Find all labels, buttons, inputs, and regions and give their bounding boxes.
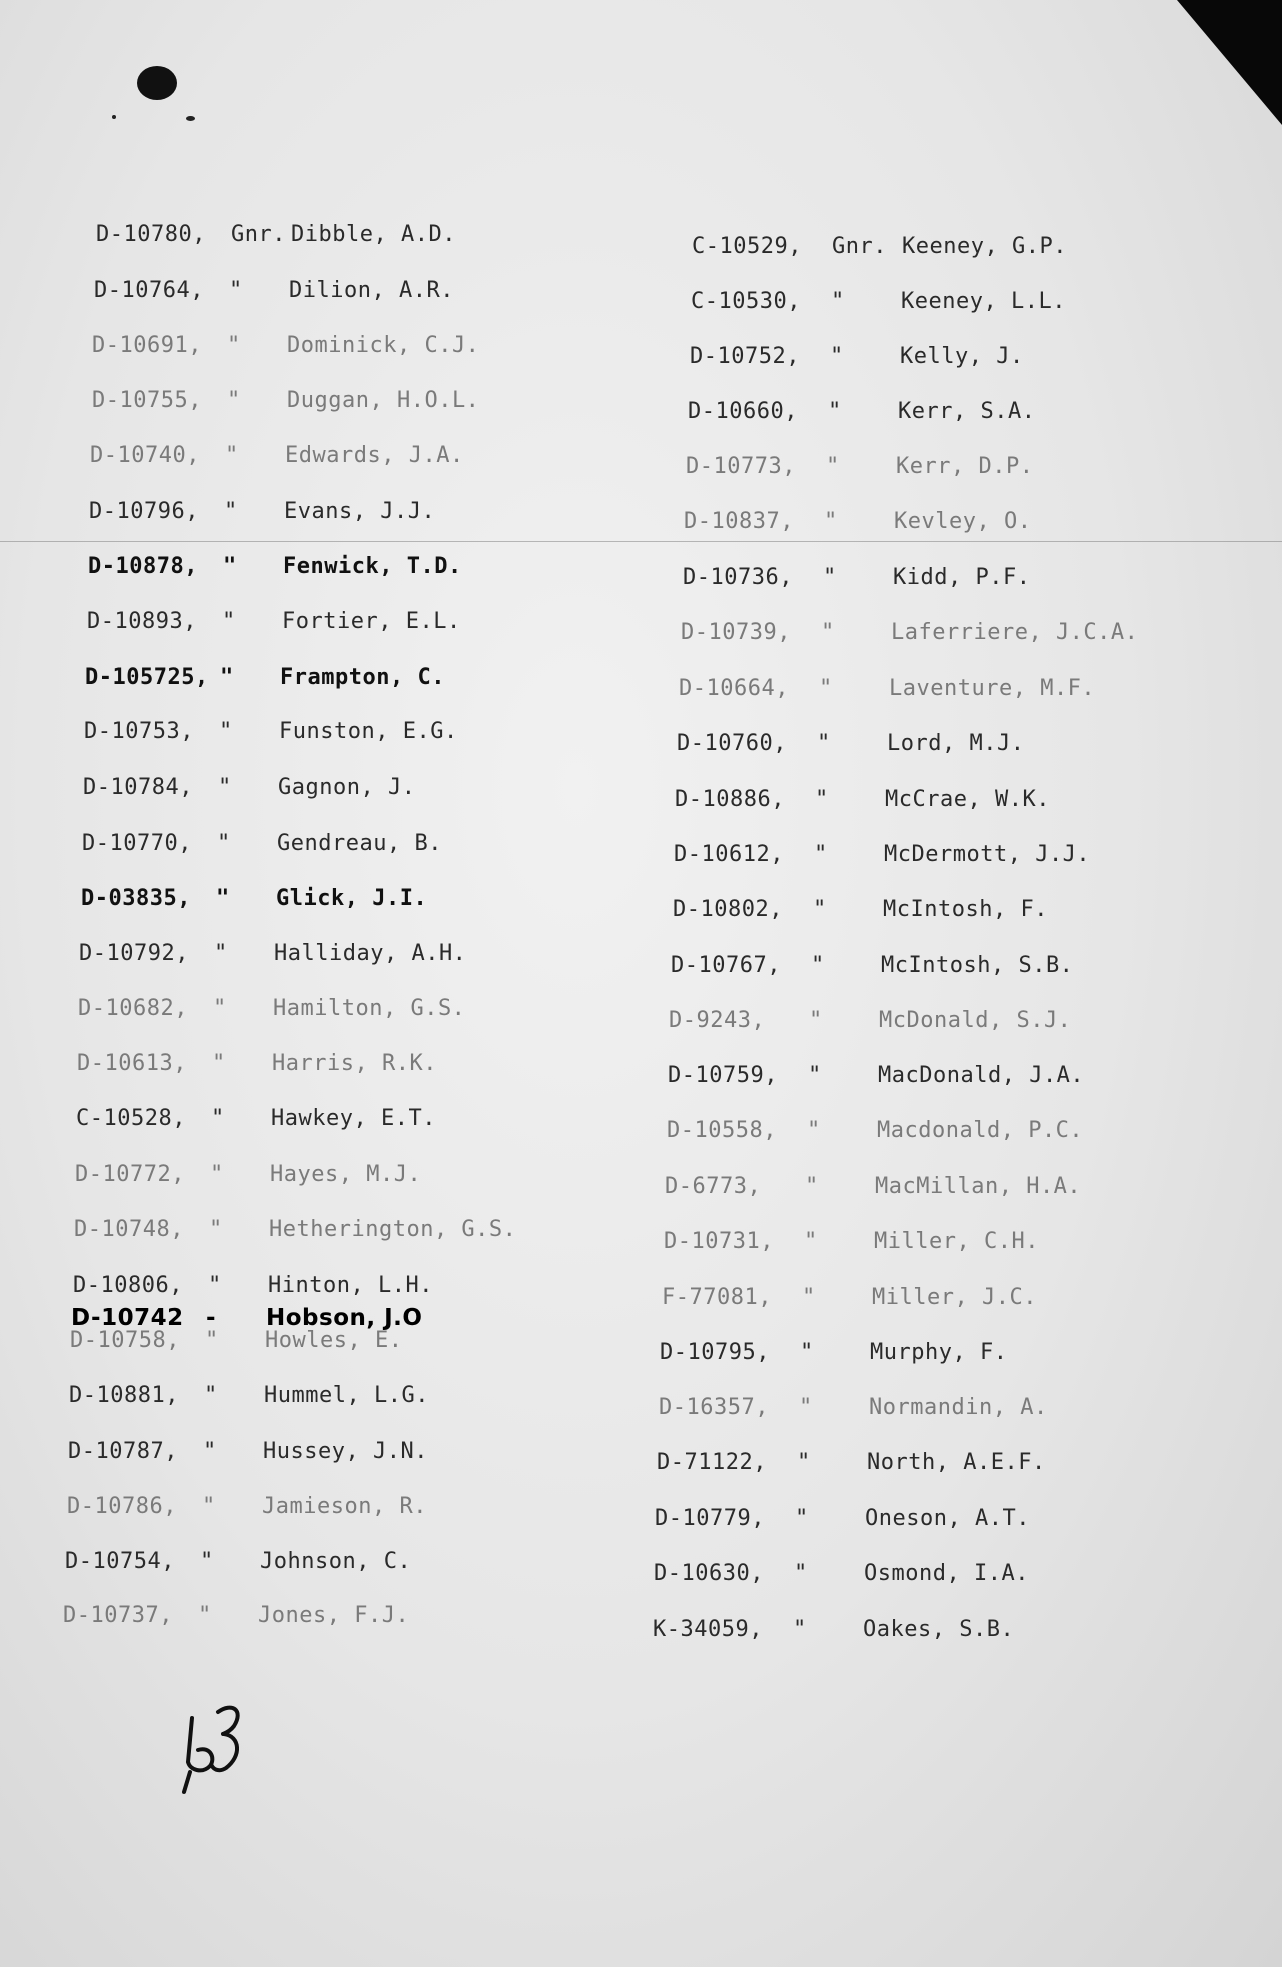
- soldier-name: Keeney, L.L.: [901, 289, 1066, 314]
- rank: ": [213, 996, 227, 1021]
- soldier-name: Hayes, M.J.: [270, 1162, 422, 1187]
- service-number: D-10748,: [74, 1217, 184, 1242]
- rank: ": [227, 333, 241, 358]
- soldier-name: MacMillan, H.A.: [875, 1174, 1082, 1199]
- service-number: D-10682,: [78, 996, 188, 1021]
- rank: ": [222, 609, 236, 634]
- rank: ": [209, 1217, 223, 1242]
- rank: ": [793, 1617, 807, 1642]
- service-number: D-16357,: [659, 1395, 769, 1420]
- soldier-name: Kidd, P.F.: [893, 565, 1031, 590]
- soldier-name: Jones, F.J.: [258, 1603, 410, 1628]
- rank: ": [202, 1494, 216, 1519]
- service-number: D-10731,: [664, 1229, 774, 1254]
- rank: ": [815, 787, 829, 812]
- rank: ": [817, 731, 831, 756]
- soldier-name: Johnson, C.: [260, 1549, 412, 1574]
- soldier-name: Glick, J.I.: [276, 886, 428, 911]
- soldier-name: Hetherington, G.S.: [269, 1217, 517, 1242]
- service-number: C-10528,: [76, 1106, 186, 1131]
- soldier-name: Osmond, I.A.: [864, 1561, 1029, 1586]
- soldier-name: Jamieson, R.: [262, 1494, 427, 1519]
- service-number: F-77081,: [662, 1285, 772, 1310]
- rank: ": [808, 1063, 822, 1088]
- service-number: D-10806,: [73, 1273, 183, 1298]
- service-number: D-10739,: [681, 620, 791, 645]
- soldier-name: Gendreau, B.: [277, 831, 442, 856]
- soldier-name: Laventure, M.F.: [889, 676, 1096, 701]
- service-number: D-10893,: [87, 609, 197, 634]
- soldier-name: Macdonald, P.C.: [877, 1118, 1084, 1143]
- rank: ": [200, 1549, 214, 1574]
- soldier-name: McIntosh, S.B.: [881, 953, 1074, 978]
- rank: ": [823, 565, 837, 590]
- soldier-name: Dibble, A.D.: [291, 222, 456, 247]
- rank: ": [211, 1106, 225, 1131]
- rank: ": [210, 1162, 224, 1187]
- service-number: D-10753,: [84, 719, 194, 744]
- soldier-name: Hamilton, G.S.: [273, 996, 466, 1021]
- rank: ": [794, 1561, 808, 1586]
- rank: ": [814, 842, 828, 867]
- rank: ": [208, 1273, 222, 1298]
- rank: ": [826, 454, 840, 479]
- service-number: D-10754,: [65, 1549, 175, 1574]
- soldier-name: Edwards, J.A.: [285, 443, 464, 468]
- service-number: D-10691,: [92, 333, 202, 358]
- service-number: D-10784,: [83, 775, 193, 800]
- soldier-name: Fortier, E.L.: [282, 609, 461, 634]
- rank: ": [809, 1008, 823, 1033]
- soldier-name: McDonald, S.J.: [879, 1008, 1072, 1033]
- service-number: D-10736,: [683, 565, 793, 590]
- rank: ": [223, 554, 237, 579]
- service-number: D-10660,: [688, 399, 798, 424]
- rank: ": [217, 831, 231, 856]
- service-number: D-10737,: [63, 1603, 173, 1628]
- service-number: D-6773,: [665, 1174, 762, 1199]
- rank: ": [212, 1051, 226, 1076]
- service-number: D-10740,: [90, 443, 200, 468]
- soldier-name: McDermott, J.J.: [884, 842, 1091, 867]
- rank: ": [203, 1439, 217, 1464]
- soldier-name: Dominick, C.J.: [287, 333, 480, 358]
- rank: ": [813, 897, 827, 922]
- service-number: D-03835,: [81, 886, 191, 911]
- rank: ": [799, 1395, 813, 1420]
- service-number: D-10792,: [79, 941, 189, 966]
- service-number: D-71122,: [657, 1450, 767, 1475]
- service-number: D-10780,: [96, 222, 206, 247]
- soldier-name: Halliday, A.H.: [274, 941, 467, 966]
- soldier-name: Kelly, J.: [900, 344, 1024, 369]
- soldier-name: McIntosh, F.: [883, 897, 1048, 922]
- rank: ": [225, 443, 239, 468]
- rank: ": [229, 278, 243, 303]
- soldier-name: Gagnon, J.: [278, 775, 416, 800]
- soldier-name: Oakes, S.B.: [863, 1617, 1015, 1642]
- service-number: D-10758,: [70, 1328, 180, 1353]
- soldier-name: Kerr, S.A.: [898, 399, 1036, 424]
- soldier-name: Dilion, A.R.: [289, 278, 454, 303]
- service-number: D-10802,: [673, 897, 783, 922]
- service-number: D-10881,: [69, 1383, 179, 1408]
- service-number: D-10878,: [88, 554, 198, 579]
- rank: Gnr.: [231, 222, 286, 247]
- soldier-name: Funston, E.G.: [279, 719, 458, 744]
- rank: ": [805, 1174, 819, 1199]
- rank: ": [198, 1603, 212, 1628]
- service-number: D-10630,: [654, 1561, 764, 1586]
- service-number: D-10767,: [671, 953, 781, 978]
- service-number: D-10612,: [674, 842, 784, 867]
- service-number: D-10752,: [690, 344, 800, 369]
- soldier-name: Miller, C.H.: [874, 1229, 1039, 1254]
- rank: Gnr.: [832, 234, 887, 259]
- service-number: D-10742: [71, 1305, 184, 1331]
- service-number: D-10759,: [668, 1063, 778, 1088]
- soldier-name: Hawkey, E.T.: [271, 1106, 436, 1131]
- rank: ": [227, 388, 241, 413]
- soldier-name: Hussey, J.N.: [263, 1439, 428, 1464]
- rank: ": [214, 941, 228, 966]
- soldier-name: Evans, J.J.: [284, 499, 436, 524]
- service-number: D-10786,: [67, 1494, 177, 1519]
- rank: ": [819, 676, 833, 701]
- rank: ": [205, 1328, 219, 1353]
- service-number: D-10772,: [75, 1162, 185, 1187]
- soldier-name: Harris, R.K.: [272, 1051, 437, 1076]
- soldier-name: Hinton, L.H.: [268, 1273, 433, 1298]
- rank: ": [828, 399, 842, 424]
- soldier-name: Kerr, D.P.: [896, 454, 1034, 479]
- rank: ": [204, 1383, 218, 1408]
- service-number: D-10779,: [655, 1506, 765, 1531]
- rank: -: [206, 1305, 217, 1331]
- soldier-name: Frampton, C.: [280, 665, 445, 690]
- soldier-name: North, A.E.F.: [867, 1450, 1046, 1475]
- soldier-name: Keeney, G.P.: [902, 234, 1067, 259]
- service-number: D-10558,: [667, 1118, 777, 1143]
- service-number: D-10773,: [686, 454, 796, 479]
- handwritten-folio-number: [180, 1700, 260, 1800]
- rank: ": [807, 1118, 821, 1143]
- rank: ": [795, 1506, 809, 1531]
- service-number: D-9243,: [669, 1008, 766, 1033]
- service-number: D-10837,: [684, 509, 794, 534]
- soldier-name: Fenwick, T.D.: [283, 554, 462, 579]
- soldier-name: Lord, M.J.: [887, 731, 1025, 756]
- rank: ": [830, 344, 844, 369]
- service-number: C-10529,: [692, 234, 802, 259]
- rank: ": [220, 665, 234, 690]
- soldier-name: Normandin, A.: [869, 1395, 1048, 1420]
- soldier-name: Hummel, L.G.: [264, 1383, 429, 1408]
- rank: ": [804, 1229, 818, 1254]
- soldier-name: Laferriere, J.C.A.: [891, 620, 1139, 645]
- rank: ": [802, 1285, 816, 1310]
- service-number: D-10764,: [94, 278, 204, 303]
- service-number: D-10664,: [679, 676, 789, 701]
- rank: ": [224, 499, 238, 524]
- service-number: D-10787,: [68, 1439, 178, 1464]
- service-number: D-10886,: [675, 787, 785, 812]
- soldier-name: MacDonald, J.A.: [878, 1063, 1085, 1088]
- service-number: K-34059,: [653, 1617, 763, 1642]
- rank: ": [800, 1340, 814, 1365]
- service-number: C-10530,: [691, 289, 801, 314]
- rank: ": [831, 289, 845, 314]
- service-number: D-10760,: [677, 731, 787, 756]
- rank: ": [218, 775, 232, 800]
- service-number: D-105725,: [85, 665, 209, 690]
- rank: ": [216, 886, 230, 911]
- soldier-name: Hobson, J.O: [266, 1305, 423, 1331]
- soldier-name: Oneson, A.T.: [865, 1506, 1030, 1531]
- service-number: D-10755,: [92, 388, 202, 413]
- soldier-name: Howles, E.: [265, 1328, 403, 1353]
- service-number: D-10613,: [77, 1051, 187, 1076]
- soldier-name: Duggan, H.O.L.: [287, 388, 480, 413]
- rank: ": [824, 509, 838, 534]
- service-number: D-10796,: [89, 499, 199, 524]
- soldier-name: Kevley, O.: [894, 509, 1032, 534]
- service-number: D-10795,: [660, 1340, 770, 1365]
- soldier-name: McCrae, W.K.: [885, 787, 1050, 812]
- soldier-name: Miller, J.C.: [872, 1285, 1037, 1310]
- service-number: D-10770,: [82, 831, 192, 856]
- rank: ": [811, 953, 825, 978]
- rank: ": [797, 1450, 811, 1475]
- rank: ": [821, 620, 835, 645]
- soldier-name: Murphy, F.: [870, 1340, 1008, 1365]
- rank: ": [219, 719, 233, 744]
